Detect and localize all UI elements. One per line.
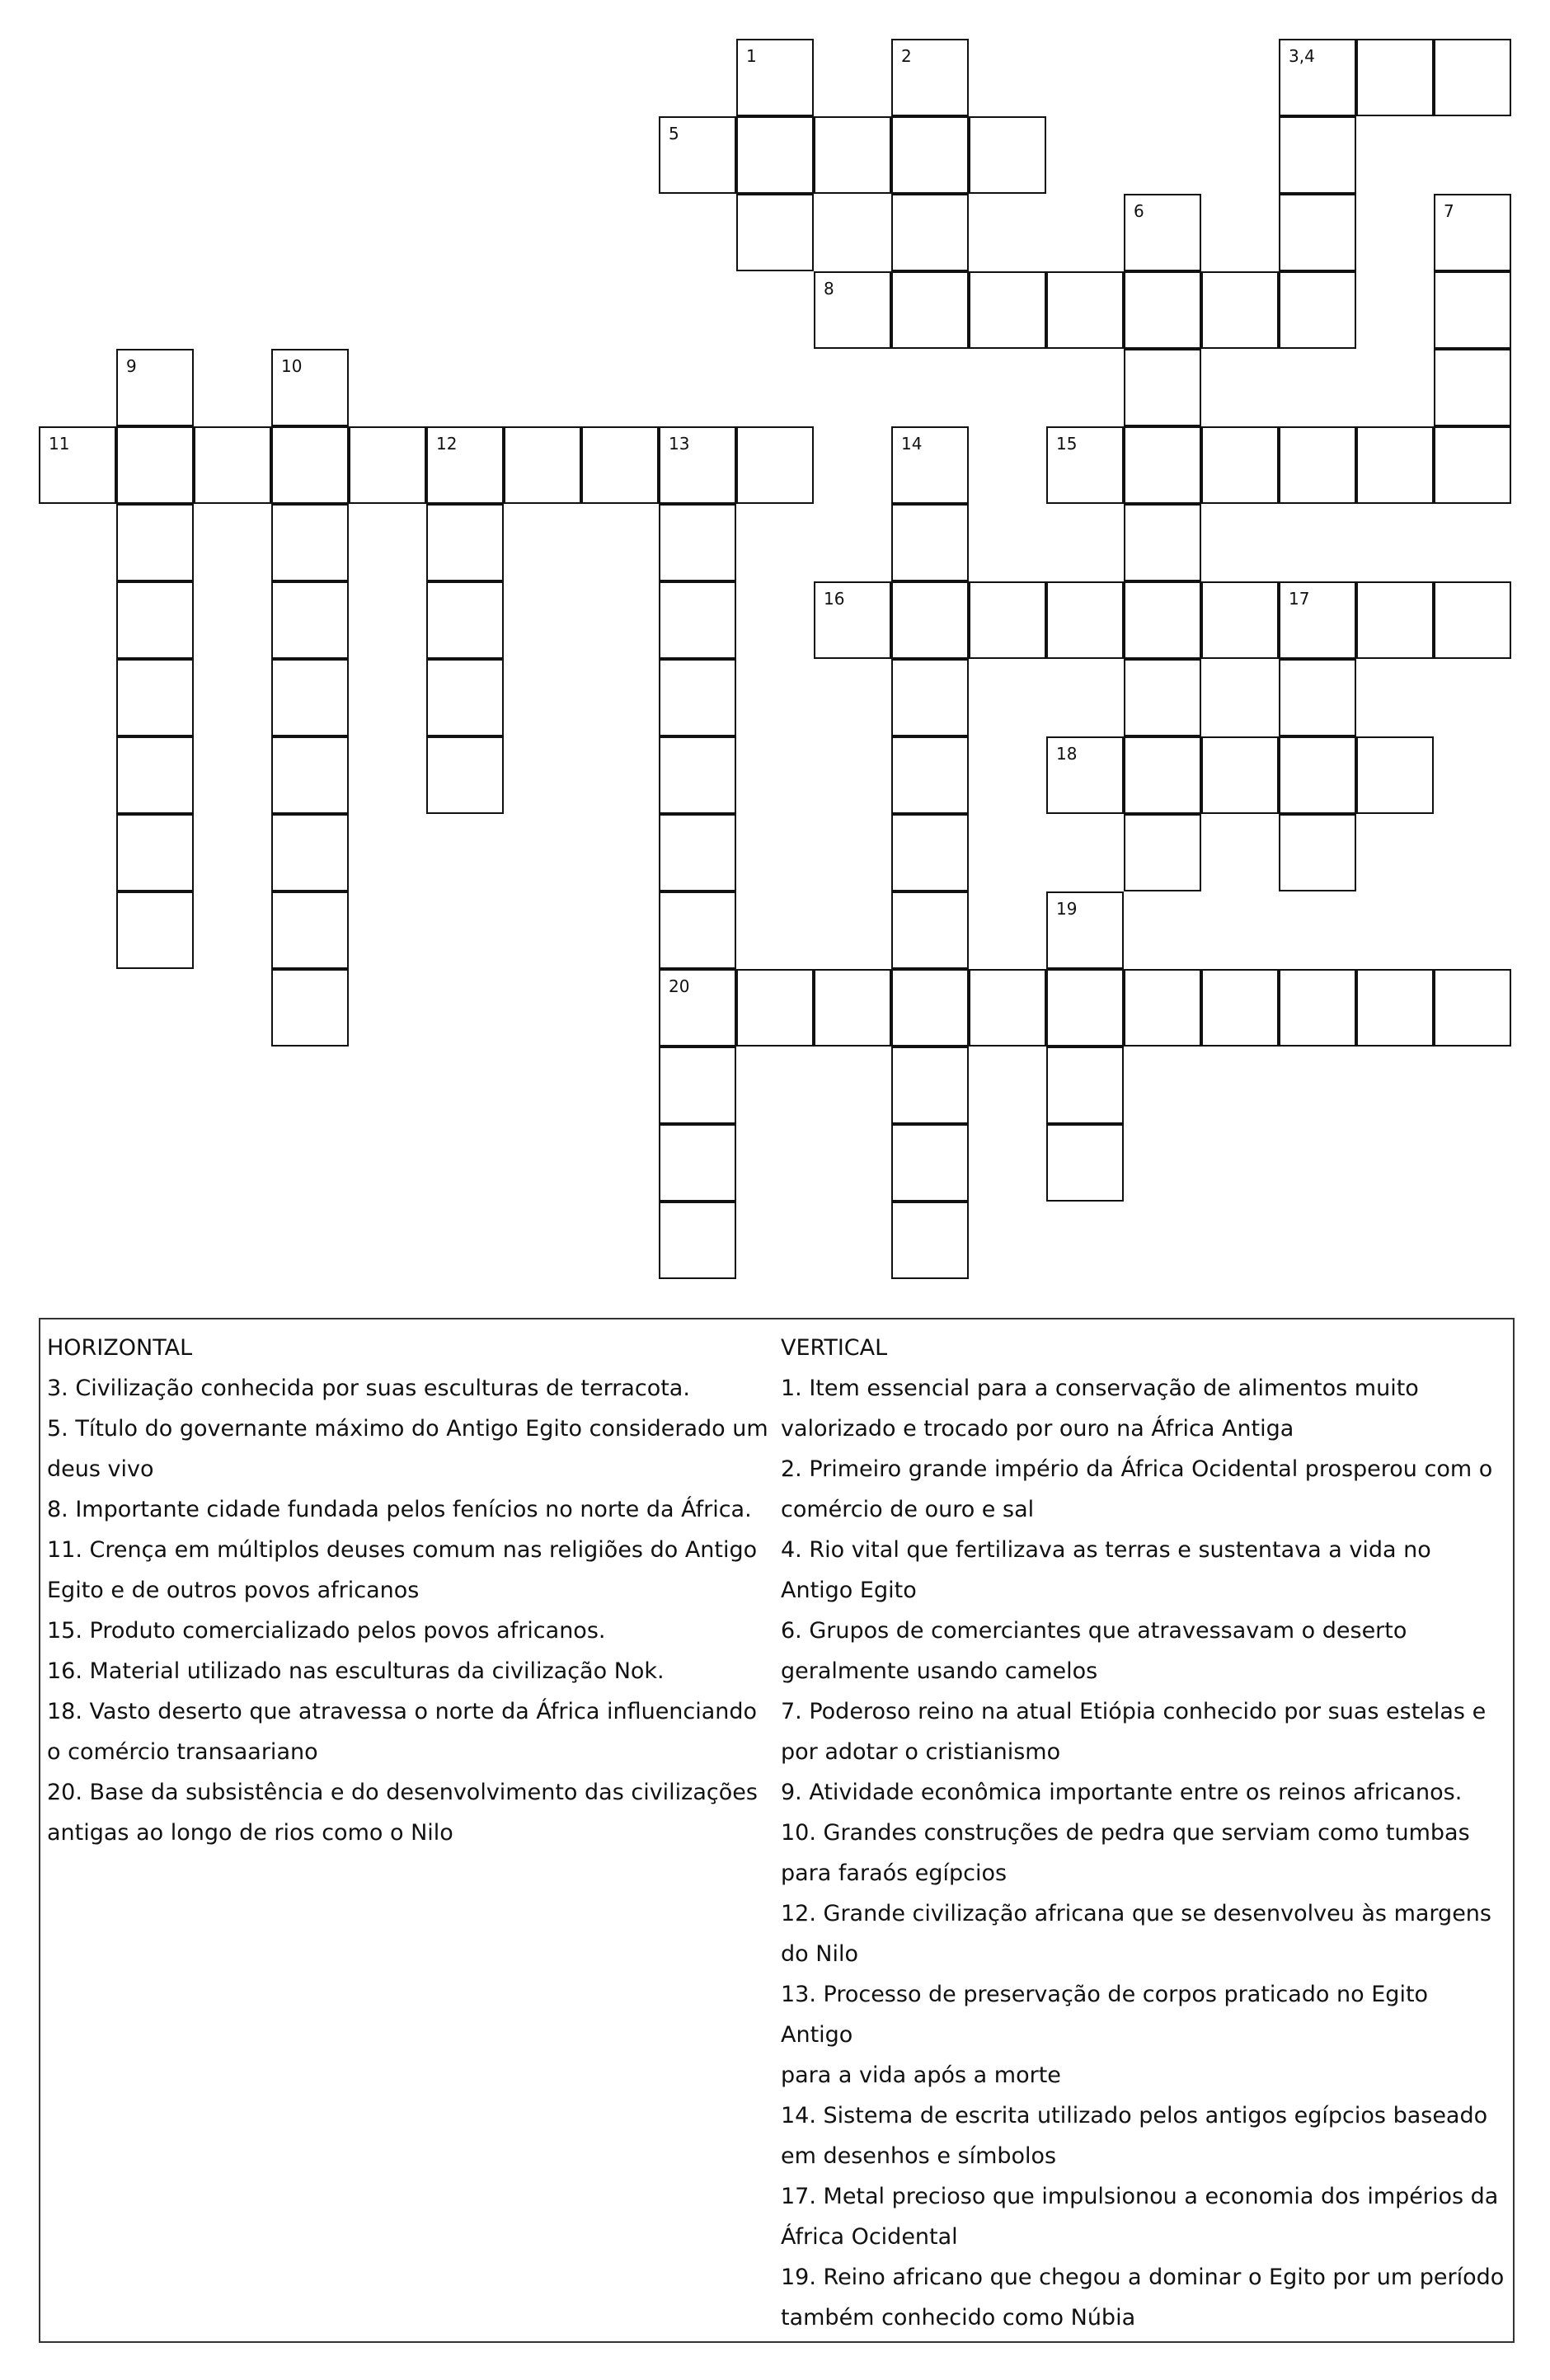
- grid-cell[interactable]: [271, 736, 349, 814]
- grid-cell[interactable]: [1356, 969, 1434, 1047]
- clue-number: 12: [436, 434, 458, 454]
- grid-cell[interactable]: [659, 891, 736, 969]
- clue-line: o comércio transaariano: [47, 1739, 318, 1765]
- grid-cell[interactable]: [1046, 426, 1124, 504]
- grid-cell[interactable]: [891, 1047, 969, 1124]
- grid-cell[interactable]: [814, 116, 891, 194]
- horizontal-heading: HORIZONTAL: [47, 1335, 193, 1361]
- clue-line: antigas ao longo de rios como o Nilo: [47, 1820, 453, 1846]
- clue-number: 10: [281, 356, 303, 376]
- clue-line: geralmente usando camelos: [781, 1658, 1098, 1684]
- clue-number: 8: [824, 279, 834, 299]
- clue-line: 6. Grupos de comerciantes que atravessavam o deserto: [781, 1618, 1407, 1644]
- grid-cell[interactable]: [891, 426, 969, 504]
- grid-cell[interactable]: [1279, 39, 1356, 116]
- grid-cell[interactable]: [1356, 39, 1434, 116]
- grid-cell[interactable]: [1279, 659, 1356, 736]
- grid-cell[interactable]: [1356, 581, 1434, 659]
- clue-line: 2. Primeiro grande império da África Ocidental prosperou com o: [781, 1456, 1493, 1482]
- grid-cell[interactable]: [1434, 271, 1511, 349]
- grid-cell[interactable]: [659, 426, 736, 504]
- grid-cell[interactable]: [1124, 426, 1201, 504]
- grid-cell[interactable]: [1046, 271, 1124, 349]
- clue-number: 2: [901, 46, 912, 66]
- grid-cell[interactable]: [1279, 194, 1356, 271]
- clue-number: 7: [1444, 201, 1454, 221]
- clue-line: valorizado e trocado por ouro na África Antiga: [781, 1416, 1294, 1442]
- grid-cell[interactable]: [891, 659, 969, 736]
- clue-number: 3,4: [1289, 46, 1315, 66]
- grid-cell[interactable]: [891, 504, 969, 581]
- grid-cell[interactable]: [891, 581, 969, 659]
- grid-cell[interactable]: [1124, 349, 1201, 426]
- grid-cell[interactable]: [271, 581, 349, 659]
- grid-cell[interactable]: [1279, 581, 1356, 659]
- grid-cell[interactable]: [1046, 969, 1124, 1047]
- clue-number: 9: [126, 356, 137, 376]
- grid-cell[interactable]: [891, 116, 969, 194]
- grid-cell[interactable]: [659, 1202, 736, 1279]
- clue-line: 4. Rio vital que fertilizava as terras e sustentava a vida no: [781, 1537, 1431, 1563]
- grid-cell[interactable]: [891, 1202, 969, 1279]
- grid-cell[interactable]: [1201, 426, 1279, 504]
- clue-line: 14. Sistema de escrita utilizado pelos antigos egípcios baseado: [781, 2103, 1488, 2128]
- grid-cell[interactable]: [1046, 891, 1124, 969]
- clue-number: 11: [49, 434, 70, 454]
- clue-number: 20: [669, 976, 690, 996]
- grid-cell[interactable]: [426, 426, 504, 504]
- grid-cell[interactable]: [1279, 736, 1356, 814]
- vertical-clues: [781, 1328, 1506, 2338]
- clue-line: 1. Item essencial para a conservação de alimentos muito: [781, 1376, 1419, 1401]
- clue-line: África Ocidental: [781, 2224, 958, 2250]
- clue-number: 6: [1134, 201, 1144, 221]
- grid-cell[interactable]: [891, 1124, 969, 1202]
- clue-line: 16. Material utilizado nas esculturas da civilização Nok.: [47, 1658, 665, 1684]
- clue-line: deus vivo: [47, 1456, 154, 1482]
- grid-cell[interactable]: [659, 1047, 736, 1124]
- grid-cell[interactable]: [1124, 581, 1201, 659]
- grid-cell[interactable]: [116, 814, 194, 891]
- grid-cell[interactable]: [736, 39, 814, 116]
- clue-line: 13. Processo de preservação de corpos praticado no Egito Antigo: [781, 1982, 1429, 2048]
- clue-line: 12. Grande civilização africana que se desenvolveu às margens: [781, 1901, 1491, 1926]
- grid-cell[interactable]: [891, 39, 969, 116]
- clues-panel: [39, 1318, 1515, 2343]
- clue-line: Antigo Egito: [781, 1578, 917, 1603]
- grid-cell[interactable]: [736, 194, 814, 271]
- grid-cell[interactable]: [1279, 426, 1356, 504]
- grid-cell[interactable]: [1434, 194, 1511, 271]
- clue-line: para a vida após a morte: [781, 2063, 1061, 2088]
- vertical-heading: VERTICAL: [781, 1335, 888, 1361]
- clue-line: também conhecido como Núbia: [781, 2305, 1136, 2331]
- grid-cell[interactable]: [39, 426, 116, 504]
- clue-number: 17: [1289, 589, 1310, 609]
- clue-number: 18: [1056, 744, 1078, 764]
- clue-line: 7. Poderoso reino na atual Etiópia conhecido por suas estelas e: [781, 1699, 1487, 1724]
- clue-number: 13: [669, 434, 690, 454]
- grid-cell[interactable]: [1434, 39, 1511, 116]
- grid-cell[interactable]: [659, 1124, 736, 1202]
- grid-cell[interactable]: [581, 426, 659, 504]
- grid-cell[interactable]: [426, 736, 504, 814]
- grid-cell[interactable]: [271, 426, 349, 504]
- clue-line: 19. Reino africano que chegou a dominar o Egito por um período: [781, 2265, 1505, 2290]
- clue-line: 11. Crença em múltiplos deuses comum nas religiões do Antigo: [47, 1537, 758, 1563]
- grid-cell[interactable]: [659, 581, 736, 659]
- grid-cell[interactable]: [1124, 814, 1201, 891]
- clue-line: 5. Título do governante máximo do Antigo Egito considerado um: [47, 1416, 768, 1442]
- grid-cell[interactable]: [271, 659, 349, 736]
- grid-cell[interactable]: [1124, 736, 1201, 814]
- grid-cell[interactable]: [1124, 194, 1201, 271]
- clue-line: 9. Atividade econômica importante entre os reinos africanos.: [781, 1780, 1463, 1805]
- clue-line: 18. Vasto deserto que atravessa o norte da África influenciando: [47, 1699, 758, 1724]
- grid-cell[interactable]: [969, 969, 1046, 1047]
- grid-cell[interactable]: [1201, 736, 1279, 814]
- grid-cell[interactable]: [659, 659, 736, 736]
- grid-cell[interactable]: [1434, 581, 1511, 659]
- grid-cell[interactable]: [659, 504, 736, 581]
- clue-line: 15. Produto comercializado pelos povos africanos.: [47, 1618, 606, 1644]
- grid-cell[interactable]: [1124, 969, 1201, 1047]
- grid-cell[interactable]: [426, 581, 504, 659]
- grid-cell[interactable]: [659, 969, 736, 1047]
- grid-cell[interactable]: [426, 659, 504, 736]
- grid-cell[interactable]: [1201, 271, 1279, 349]
- grid-cell[interactable]: [1434, 349, 1511, 426]
- grid-cell[interactable]: [1201, 581, 1279, 659]
- grid-cell[interactable]: [116, 349, 194, 426]
- grid-cell[interactable]: [891, 194, 969, 271]
- clue-line: 17. Metal precioso que impulsionou a economia dos impérios da: [781, 2184, 1499, 2209]
- clue-line: Egito e de outros povos africanos: [47, 1578, 420, 1603]
- clue-line: 8. Importante cidade fundada pelos fenícios no norte da África.: [47, 1497, 752, 1522]
- grid-cell[interactable]: [814, 271, 891, 349]
- grid-cell[interactable]: [891, 271, 969, 349]
- clue-line: 3. Civilização conhecida por suas esculturas de terracota.: [47, 1376, 690, 1401]
- grid-cell[interactable]: [194, 426, 271, 504]
- grid-cell[interactable]: [1124, 504, 1201, 581]
- grid-cell[interactable]: [969, 116, 1046, 194]
- grid-cell[interactable]: [271, 891, 349, 969]
- grid-cell[interactable]: [1046, 1124, 1124, 1202]
- grid-cell[interactable]: [1124, 659, 1201, 736]
- grid-cell[interactable]: [891, 736, 969, 814]
- clue-line: 20. Base da subsistência e do desenvolvimento das civilizações: [47, 1780, 758, 1805]
- grid-cell[interactable]: [1046, 736, 1124, 814]
- grid-cell[interactable]: [116, 736, 194, 814]
- grid-cell[interactable]: [116, 426, 194, 504]
- grid-cell[interactable]: [736, 969, 814, 1047]
- clue-number: 14: [901, 434, 923, 454]
- grid-cell[interactable]: [659, 814, 736, 891]
- horizontal-clues: [47, 1328, 773, 1853]
- grid-cell[interactable]: [736, 116, 814, 194]
- grid-cell[interactable]: [659, 116, 736, 194]
- grid-cell[interactable]: [659, 736, 736, 814]
- grid-cell[interactable]: [271, 504, 349, 581]
- grid-cell[interactable]: [969, 581, 1046, 659]
- grid-cell[interactable]: [1124, 271, 1201, 349]
- clue-line: por adotar o cristianismo: [781, 1739, 1061, 1765]
- grid-cell[interactable]: [1434, 426, 1511, 504]
- grid-cell[interactable]: [1279, 814, 1356, 891]
- grid-cell[interactable]: [1279, 116, 1356, 194]
- grid-cell[interactable]: [814, 969, 891, 1047]
- grid-cell[interactable]: [1201, 969, 1279, 1047]
- grid-cell[interactable]: [271, 349, 349, 426]
- grid-cell[interactable]: [814, 581, 891, 659]
- grid-cell[interactable]: [1356, 736, 1434, 814]
- clue-number: 16: [824, 589, 845, 609]
- grid-cell[interactable]: [1279, 969, 1356, 1047]
- clue-number: 1: [746, 46, 757, 66]
- clue-line: comércio de ouro e sal: [781, 1497, 1035, 1522]
- grid-cell[interactable]: [271, 814, 349, 891]
- grid-cell[interactable]: [1356, 426, 1434, 504]
- grid-cell[interactable]: [504, 426, 581, 504]
- grid-cell[interactable]: [349, 426, 426, 504]
- grid-cell[interactable]: [271, 969, 349, 1047]
- grid-cell[interactable]: [116, 504, 194, 581]
- grid-cell[interactable]: [1434, 969, 1511, 1047]
- clue-line: em desenhos e símbolos: [781, 2143, 1057, 2169]
- grid-cell[interactable]: [1279, 271, 1356, 349]
- grid-cell[interactable]: [426, 504, 504, 581]
- clue-line: para faraós egípcios: [781, 1860, 1008, 1886]
- clue-line: 10. Grandes construções de pedra que serviam como tumbas: [781, 1820, 1470, 1846]
- grid-cell[interactable]: [1046, 581, 1124, 659]
- grid-cell[interactable]: [116, 891, 194, 969]
- grid-cell[interactable]: [891, 969, 969, 1047]
- grid-cell[interactable]: [891, 814, 969, 891]
- clue-number: 5: [669, 124, 679, 143]
- grid-cell[interactable]: [736, 426, 814, 504]
- grid-cell[interactable]: [116, 659, 194, 736]
- grid-cell[interactable]: [891, 891, 969, 969]
- clue-number: 19: [1056, 899, 1078, 919]
- grid-cell[interactable]: [116, 581, 194, 659]
- grid-cell[interactable]: [1046, 1047, 1124, 1124]
- grid-cell[interactable]: [969, 271, 1046, 349]
- clue-number: 15: [1056, 434, 1078, 454]
- clue-line: do Nilo: [781, 1941, 858, 1967]
